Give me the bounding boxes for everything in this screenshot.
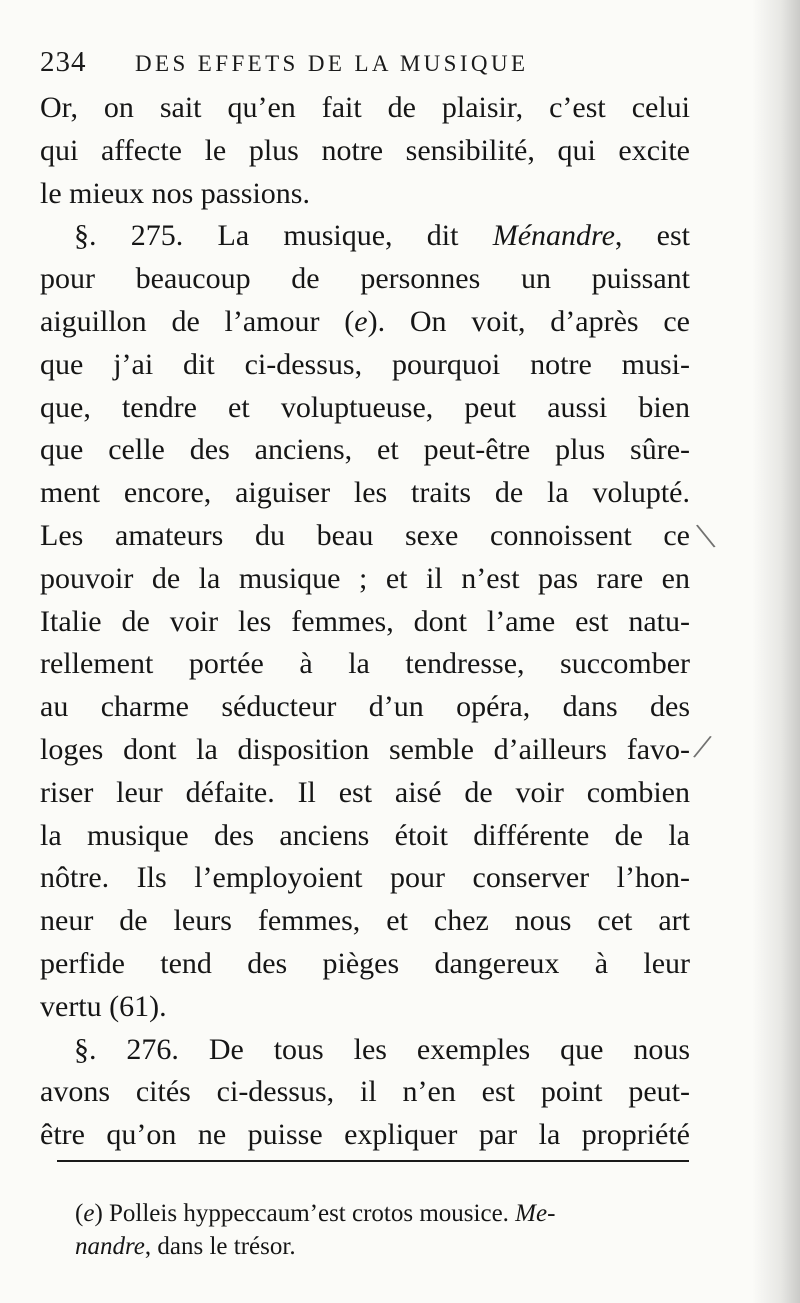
text-line: le mieux nos passions. (40, 176, 310, 210)
footnote (75, 1197, 695, 1263)
text-line: pour beaucoup de personnes un puissant (40, 262, 690, 296)
text-line: neur de leurs femmes, et chez nous cet art (40, 904, 690, 938)
text-line: qui affecte le plus notre sensibilité, qui excite (40, 133, 690, 167)
margin-mark-slash: \ (692, 512, 719, 559)
body-text (40, 87, 690, 1157)
text-line: pouvoir de la musique ; et il n’est pas rare en (40, 561, 690, 595)
text-segment: §. 275. La musique, dit (74, 219, 493, 253)
text-line-para-275 (40, 215, 690, 258)
text-line: riser leur défaite. Il est aisé de voir combien (40, 775, 690, 809)
text-line-para-276: §. 276. De tous les exemples que nous (74, 1032, 690, 1066)
footnote-open-paren: ( (75, 1200, 84, 1227)
footnote-rule (57, 1160, 689, 1162)
page-header (40, 44, 685, 84)
text-line: ment encore, aiguiser les traits de la volupté. (40, 476, 690, 510)
italic-word: Ménandre (492, 219, 615, 253)
text-line: Italie de voir les femmes, dont l’ame est natu- (40, 604, 690, 638)
page-edge-shadow (752, 0, 800, 1303)
text-line: la musique des anciens étoit différente de la (40, 818, 690, 852)
text-line: être qu’on ne puisse expliquer par la propriété (40, 1118, 690, 1152)
footnote-line-2 (75, 1230, 695, 1263)
footnote-text: ) Polleis hyppeccaum’est crotos mousice. (94, 1200, 516, 1227)
footnote-mark: e (83, 1200, 95, 1227)
margin-mark-slash: / (690, 725, 715, 769)
footnote-author-part1: Me- (515, 1200, 556, 1227)
text-line: vertu (61). (40, 989, 167, 1023)
text-segment: , est (614, 219, 690, 253)
text-line: rellement portée à la tendresse, succomber (40, 647, 690, 681)
page-number: 234 (40, 46, 87, 78)
text-segment: ). On voit, d’après ce (367, 304, 690, 338)
text-line: que j’ai dit ci-dessus, pourquoi notre musi- (40, 347, 690, 381)
text-line: Les amateurs du beau sexe connoissent ce (40, 518, 690, 552)
running-title: DES EFFETS DE LA MUSIQUE (135, 51, 529, 76)
footnote-source: , dans le trésor. (144, 1233, 296, 1260)
footnote-line-1 (75, 1197, 695, 1230)
text-line (40, 301, 690, 344)
text-line: perfide tend des pièges dangereux à leur (40, 946, 690, 980)
footnote-reference: e (354, 304, 368, 338)
text-line: que, tendre et voluptueuse, peut aussi bien (40, 390, 690, 424)
text-line: que celle des anciens, et peut-être plus sûre- (40, 433, 690, 467)
text-line: Or, on sait qu’en fait de plaisir, c’est celui (40, 91, 690, 124)
footnote-author-part2: nandre (75, 1233, 145, 1260)
text-segment: aiguillon de l’amour ( (40, 304, 355, 338)
text-line: nôtre. Ils l’employoient pour conserver l’hon- (40, 861, 690, 895)
text-line: loges dont la disposition semble d’ailleurs favo- (40, 732, 690, 766)
text-line: au charme séducteur d’un opéra, dans des (40, 690, 690, 724)
text-line: avons cités ci-dessus, il n’en est point peut- (40, 1075, 690, 1109)
